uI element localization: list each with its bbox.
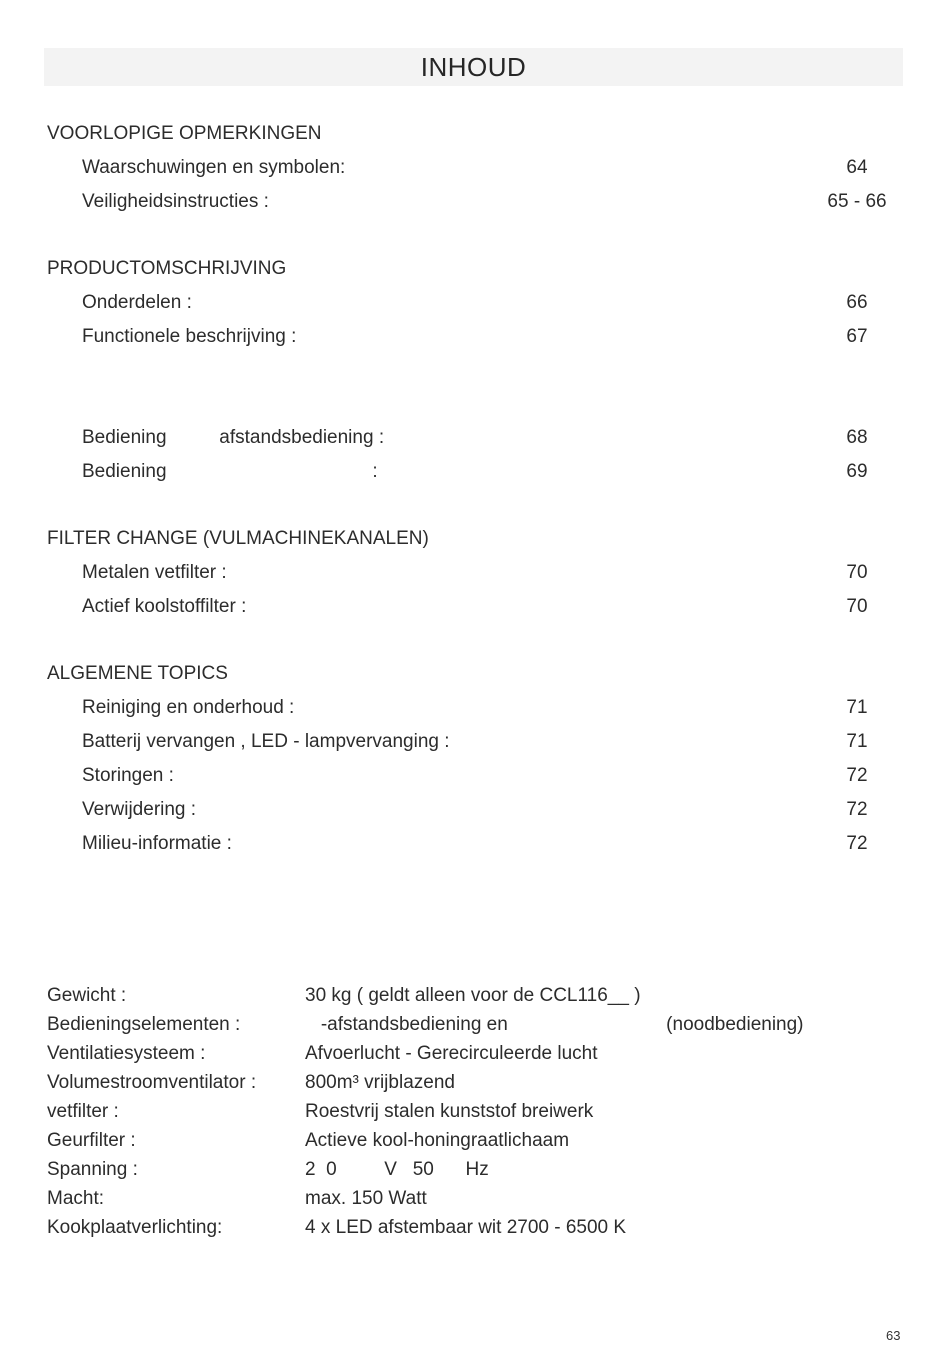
toc-item-page: 72 — [846, 833, 868, 854]
toc-item-page: 71 — [846, 731, 868, 752]
toc-item-label: Veiligheidsinstructies : — [82, 191, 269, 212]
toc-section-productomschrijving — [47, 252, 890, 489]
toc-section-title: PRODUCTOMSCHRIJVING — [47, 258, 287, 279]
spec-value: max. 150 Watt — [305, 1188, 427, 1209]
toc-item-label: Bediening : — [82, 461, 378, 482]
toc-item-page: 69 — [846, 461, 868, 482]
toc-item — [47, 421, 890, 455]
toc-section-title: ALGEMENE TOPICS — [47, 663, 228, 684]
spec-row — [47, 1097, 890, 1126]
spec-label: Gewicht : — [47, 985, 127, 1006]
spec-value: Afvoerlucht - Gerecirculeerde lucht — [305, 1043, 598, 1064]
toc-item-label: Functionele beschrijving : — [82, 326, 297, 347]
toc-item-label: Onderdelen : — [82, 292, 192, 313]
toc-section-title: VOORLOPIGE OPMERKINGEN — [47, 123, 322, 144]
spec-table — [47, 981, 890, 1242]
spec-label: Spanning : — [47, 1159, 138, 1180]
toc-item-label: Milieu-informatie : — [82, 833, 232, 854]
spec-value: Roestvrij stalen kunststof breiwerk — [305, 1101, 594, 1122]
toc-item — [47, 151, 890, 185]
spec-label: Bedieningselementen : — [47, 1014, 241, 1035]
page-title: INHOUD — [420, 51, 527, 82]
spec-label: Ventilatiesysteem : — [47, 1043, 206, 1064]
toc-item — [47, 185, 890, 219]
toc-item-label: Storingen : — [82, 765, 174, 786]
toc-item-label: Verwijdering : — [82, 799, 197, 820]
toc-item-label: Batterij vervangen , LED - lampvervanging : — [82, 731, 450, 752]
spec-value: -afstandsbediening en (noodbediening) — [305, 1014, 804, 1035]
spec-value: Actieve kool-honingraatlichaam — [305, 1130, 570, 1151]
toc-item — [47, 827, 890, 861]
spec-row — [47, 1155, 890, 1184]
toc-section-title: FILTER CHANGE (VULMACHINEKANALEN) — [47, 528, 429, 549]
toc-item-page: 72 — [846, 765, 868, 786]
page-title-bar — [44, 48, 903, 86]
toc-item-label: Reiniging en onderhoud : — [82, 697, 295, 718]
spec-row — [47, 981, 890, 1010]
spec-row — [47, 1184, 890, 1213]
toc-item-page: 65 - 66 — [827, 191, 887, 212]
toc-item-page: 67 — [846, 326, 868, 347]
spec-label: Macht: — [47, 1188, 105, 1209]
spec-row — [47, 1068, 890, 1097]
toc-item — [47, 691, 890, 725]
toc-item-label: Waarschuwingen en symbolen: — [82, 157, 346, 178]
spec-value: 30 kg ( geldt alleen voor de CCL116__ ) — [305, 985, 641, 1006]
toc-item — [47, 286, 890, 320]
spec-value: 4 x LED afstembaar wit 2700 - 6500 K — [305, 1217, 627, 1238]
toc-item — [47, 590, 890, 624]
toc-item-label: Actief koolstoffilter : — [82, 596, 247, 617]
toc-item — [47, 725, 890, 759]
toc-item-page: 71 — [846, 697, 868, 718]
spec-value: 2 0 V 50 Hz — [305, 1159, 489, 1180]
toc-item-page: 70 — [846, 596, 868, 617]
toc-section-voorlopige-opmerkingen — [47, 117, 890, 219]
spec-label: Geurfilter : — [47, 1130, 136, 1151]
toc-item-page: 72 — [846, 799, 868, 820]
toc-section-algemene-topics — [47, 657, 890, 861]
page-number: 63 — [886, 1328, 901, 1343]
toc-item — [47, 455, 890, 489]
spec-row — [47, 1213, 890, 1242]
spec-row — [47, 1126, 890, 1155]
toc-item-page: 68 — [846, 427, 868, 448]
spec-row — [47, 1039, 890, 1068]
toc-item-page: 64 — [846, 157, 868, 178]
spec-label: Kookplaatverlichting: — [47, 1217, 223, 1238]
toc-item-page: 66 — [846, 292, 868, 313]
toc-section-filter-change — [47, 522, 890, 624]
toc-item-label: Bediening afstandsbediening : — [82, 427, 385, 448]
spec-label: Volumestroomventilator : — [47, 1072, 257, 1093]
table-of-contents — [47, 117, 890, 861]
toc-item-label: Metalen vetfilter : — [82, 562, 227, 583]
toc-item-page: 70 — [846, 562, 868, 583]
toc-item — [47, 793, 890, 827]
toc-item — [47, 556, 890, 590]
toc-item — [47, 320, 890, 354]
spec-label: vetfilter : — [47, 1101, 119, 1122]
spec-value: 800m³ vrijblazend — [305, 1072, 455, 1093]
toc-item — [47, 759, 890, 793]
spec-row — [47, 1010, 890, 1039]
